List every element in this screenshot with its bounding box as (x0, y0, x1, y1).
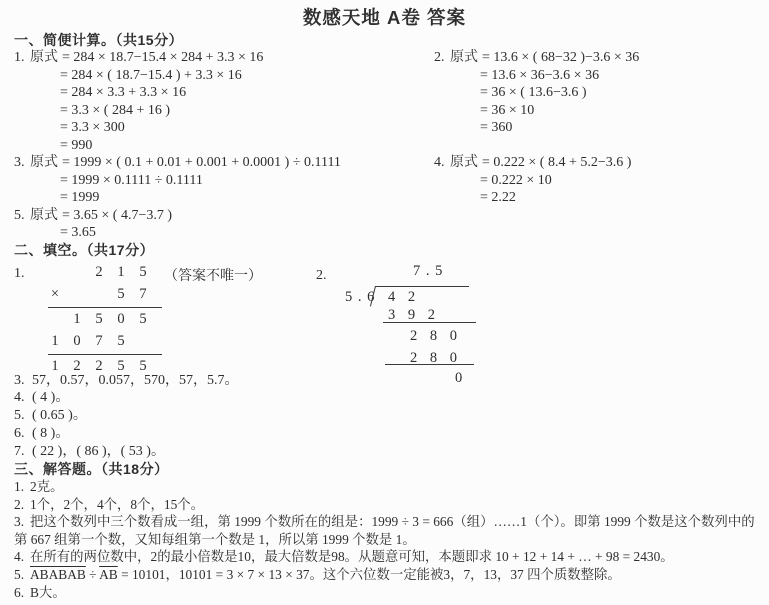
division-rule-line (383, 322, 476, 323)
solution-item (14, 478, 755, 496)
solution-text: 在所有的两位数中，2的最小倍数是10，最大倍数是98。从题意可知，本题即求 10 + 12 + 14 + … + 98 = 2430。 (30, 549, 674, 565)
problem-3 (14, 154, 434, 207)
equation-text: = 284 × 18.7−15.4 × 284 + 3.3 × 16 (62, 50, 264, 65)
mult-digit: 7 (139, 286, 147, 302)
mult-digit: 1 (117, 264, 125, 280)
solution-item (14, 566, 755, 584)
equation-line: = 3.3 × ( 284 + 16 ) (60, 102, 171, 118)
problem-4 (434, 154, 755, 207)
item-number: 2. (316, 267, 327, 283)
solution-text: 2克。 (30, 479, 64, 495)
equation-line (434, 49, 755, 67)
equation-line: = 360 (480, 120, 513, 135)
item-number: 2. (14, 496, 25, 512)
division-divisor: 5 . 6 (345, 288, 376, 305)
section3-heading: 三、解答题。（共18分） (14, 461, 169, 478)
solution-item (14, 548, 755, 566)
item-number: 5. (14, 567, 25, 582)
equation-line: = 13.6 × 36−3.6 × 36 (480, 67, 600, 83)
division-dividend: 4 2 (388, 288, 420, 305)
problem-1 (14, 49, 434, 154)
mult-digit: 7 (95, 333, 103, 349)
mult-digit: 2 (95, 358, 103, 374)
mult-digit: 0 (73, 333, 81, 349)
item-number: 1. (14, 265, 25, 281)
equation-row-c (14, 207, 755, 242)
division-step: 2 8 0 (410, 327, 462, 344)
divide-sign: ÷ (85, 567, 100, 582)
answer-note: （答案不唯一） (164, 268, 262, 284)
multiplication-work (14, 260, 314, 372)
equation-text: = 0.222 × ( 8.4 + 5.2−3.6 ) (482, 155, 632, 170)
answer-text: 57，0.57，0.057，570，57，5.7。 (32, 372, 239, 388)
equation-line (434, 154, 755, 172)
problem-2 (434, 49, 755, 154)
equation-line: = 36 × 10 (480, 102, 535, 118)
item-number: 6. (14, 584, 25, 600)
product-row (44, 356, 314, 378)
mult-digit: 0 (117, 311, 125, 327)
long-division-work (314, 260, 755, 386)
equation-line: = 0.222 × 10 (480, 172, 552, 188)
solution-text: 1个，2个，4个，8个，15个。 (30, 496, 205, 512)
equation-line: = 36 × ( 13.6−3.6 ) (480, 85, 587, 100)
problem-number: 5. (14, 207, 25, 223)
equation-row-b (14, 154, 755, 207)
equation-line (14, 154, 434, 172)
mult-digit: 1 (51, 358, 59, 374)
fill-answer-item (14, 389, 755, 407)
solution-text: B大。 (30, 584, 66, 600)
mult-digit: 1 (51, 333, 59, 349)
equation-line: = 284 × ( 18.7−15.4 ) + 3.3 × 16 (60, 67, 242, 83)
item-number: 4. (14, 549, 25, 565)
item-number: 6. (14, 426, 25, 442)
item-number: 5. (14, 408, 25, 424)
partial-product-row (44, 331, 314, 353)
item-number: 4. (14, 390, 25, 406)
mult-rule-line (48, 307, 162, 308)
division-quotient: 7 . 5 (413, 262, 444, 279)
section1-heading: 一、简便计算。（共15分） (14, 32, 184, 48)
solution-text: = 10101，10101 = 3 × 7 × 13 × 37。这个六位数一定能被3，7，13，37 四个质数整除。 (117, 567, 621, 582)
division-step: 3 9 2 (388, 306, 440, 323)
item-number: 3. (14, 372, 25, 388)
division-step: 2 8 0 (410, 349, 462, 366)
equation-line (14, 49, 434, 67)
equation-line: = 284 × 3.3 + 3.3 × 16 (60, 85, 187, 100)
solution-text: 把这个数列中三个数看成一组，第 1999 个数所在的组是：1999 ÷ 3 = 666（组）……1（个）。即第 1999 个数是这个数列中的第 667 组第一个数，又知每组第一个数是 1，所以第 1999 个数是 1。 (14, 514, 755, 547)
fill-answer-item (14, 407, 755, 425)
solution-item (14, 513, 755, 548)
problem-number: 3. (14, 155, 25, 170)
equation-text: = 3.65 × ( 4.7−3.7 ) (62, 207, 173, 223)
multiplier-row (44, 284, 314, 306)
answer-text: ( 0.65 )。 (32, 408, 87, 424)
equation-line: = 1999 (60, 190, 100, 205)
mult-digit: 5 (117, 333, 125, 349)
mult-digit: 1 (73, 311, 81, 327)
expression-label: 原式 (30, 155, 58, 170)
item-number: 1. (14, 479, 25, 495)
problem-number: 4. (434, 155, 445, 170)
fill-answer-item (14, 443, 755, 461)
equation-line: = 3.3 × 300 (60, 120, 125, 135)
answer-text: ( 8 )。 (32, 426, 70, 442)
expression-label: 原式 (450, 50, 478, 65)
problem-number: 2. (434, 50, 445, 65)
mult-digit: 5 (117, 286, 125, 302)
problem-5 (14, 207, 434, 242)
mult-digit: 5 (95, 311, 103, 327)
mult-digit: 5 (139, 358, 147, 374)
equation-line: = 990 (60, 137, 93, 153)
page-title: 数感天地 A卷 答案 (302, 7, 467, 28)
mult-rule-line (48, 354, 162, 355)
mult-digit: 5 (117, 358, 125, 374)
answer-text: ( 4 )。 (32, 390, 70, 406)
solution-item (14, 496, 755, 514)
equation-text: = 13.6 × ( 68−32 )−3.6 × 36 (482, 50, 640, 65)
division-vinculum (375, 286, 469, 287)
equation-line: = 2.22 (480, 190, 516, 205)
mult-digit: 2 (73, 358, 81, 374)
mult-digit: 5 (139, 264, 147, 280)
equation-line: = 3.65 (60, 225, 96, 240)
division-remainder: 0 (455, 369, 463, 386)
equation-line (14, 207, 434, 225)
problem-number: 1. (14, 50, 25, 65)
expression-label: 原式 (30, 50, 58, 65)
overlined-number: ABABAB (30, 567, 86, 582)
answer-text: ( 22 )，( 86 )，( 53 )。 (32, 444, 165, 460)
partial-product-row (44, 309, 314, 331)
item-number: 3. (14, 514, 25, 530)
expression-label: 原式 (30, 207, 58, 223)
equation-text: = 1999 × ( 0.1 + 0.01 + 0.001 + 0.0001 ) ÷ 0.1111 (62, 155, 341, 170)
overlined-number: $\overline{AB}$ (99, 567, 118, 582)
multiply-sign: × (50, 286, 60, 302)
item-number: 7. (14, 444, 25, 460)
mult-digit: 5 (139, 311, 147, 327)
mult-digit: 2 (95, 264, 103, 280)
section2-heading: 二、填空。（共17分） (14, 241, 155, 258)
solution-item (14, 584, 755, 602)
expression-label: 原式 (450, 155, 478, 170)
fill-answer-item (14, 425, 755, 443)
equation-row-a (14, 49, 755, 154)
equation-line: = 1999 × 0.1111 ÷ 0.1111 (60, 172, 203, 188)
division-rule-line (385, 364, 474, 365)
